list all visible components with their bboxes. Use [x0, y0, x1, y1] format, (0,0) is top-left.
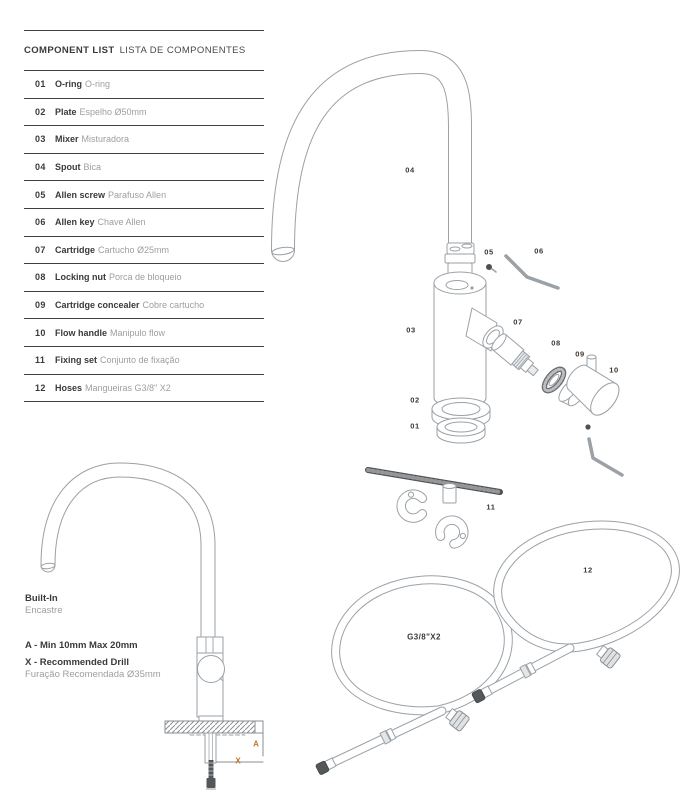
dimension-a-text: A - Min 10mm Max 20mm	[25, 640, 138, 651]
component-number: 01	[35, 79, 46, 90]
component-name-pt: Cartucho Ø25mm	[98, 244, 170, 255]
component-row-01	[24, 71, 264, 99]
component-name-en: O-ring	[55, 79, 82, 90]
fixing-set-drawing	[368, 470, 500, 546]
allen-key-drawing	[506, 256, 558, 288]
component-name-pt: Porca de bloqueio	[109, 272, 182, 283]
component-name-pt: Parafuso Allen	[108, 189, 167, 200]
component-name-en: Allen key	[55, 217, 95, 228]
component-row-02	[24, 99, 264, 127]
hose-thread-marking: G3/8"X2	[407, 632, 441, 642]
component-name-pt: Conjunto de fixação	[100, 355, 180, 366]
component-name-en: Cartridge	[55, 244, 96, 255]
component-name-pt: O-ring	[85, 79, 111, 90]
component-row-05	[24, 181, 264, 209]
component-list	[24, 30, 264, 402]
component-number: 02	[35, 106, 46, 117]
component-row-06	[24, 209, 264, 237]
handle-set-screw-drawing	[585, 424, 590, 429]
component-name-en: Fixing set	[55, 355, 98, 366]
spout-connector-drawing	[445, 243, 475, 276]
component-name-pt: Cobre cartucho	[142, 300, 205, 311]
component-name-en: Mixer	[55, 134, 79, 145]
callout-02: 02	[410, 395, 420, 405]
callout-06: 06	[534, 246, 544, 256]
component-name-pt: Mangueiras G3/8" X2	[85, 382, 171, 393]
callout-12: 12	[583, 565, 593, 575]
component-row-03	[24, 126, 264, 154]
built-in-title-pt: Encastre	[25, 605, 63, 616]
component-name-en: Hoses	[55, 382, 83, 393]
component-number: 08	[35, 272, 46, 283]
component-name-en: Spout	[55, 162, 81, 173]
component-name-en: Plate	[55, 106, 77, 117]
component-name-en: Cartridge concealer	[55, 300, 140, 311]
cartridge-drawing	[490, 332, 543, 381]
component-name-en: Flow handle	[55, 327, 108, 338]
dimension-label-a: A	[253, 739, 259, 749]
callout-11: 11	[486, 502, 496, 512]
hose-left-drawing	[315, 580, 508, 775]
component-name-pt: Misturadora	[81, 134, 130, 145]
callout-09: 09	[575, 349, 585, 359]
component-name-en: Allen screw	[55, 189, 106, 200]
component-list-header	[24, 31, 264, 71]
component-name-pt: Bica	[83, 162, 102, 173]
dimension-x-text-en: X - Recommended Drill	[25, 657, 129, 668]
built-in-text-block	[25, 593, 215, 681]
component-number: 11	[35, 355, 46, 366]
callout-01: 01	[410, 421, 420, 431]
component-row-12	[24, 375, 264, 403]
callout-05: 05	[484, 247, 494, 257]
dimension-label-x: X	[235, 756, 241, 766]
o-ring-drawing	[437, 418, 485, 443]
allen-screw-drawing	[486, 264, 496, 272]
component-number: 04	[35, 162, 46, 173]
allen-key-2-drawing	[589, 439, 622, 475]
component-number: 07	[35, 244, 46, 255]
component-number: 12	[35, 382, 46, 393]
component-name-pt: Manipulo flow	[110, 327, 166, 338]
component-name-pt: Espelho Ø50mm	[79, 106, 147, 117]
dimension-x-text-pt: Furação Recomendada Ø35mm	[25, 669, 161, 680]
component-list-title-pt: LISTA DE COMPONENTES	[119, 45, 246, 56]
component-number: 06	[35, 217, 46, 228]
callout-10: 10	[609, 365, 619, 375]
countertop-drawing	[165, 721, 263, 733]
component-row-04	[24, 154, 264, 182]
callout-04: 04	[405, 165, 415, 175]
component-number: 05	[35, 189, 46, 200]
component-list-title-en: COMPONENT LIST	[24, 45, 115, 56]
component-row-09	[24, 292, 264, 320]
component-number: 09	[35, 300, 46, 311]
component-row-07	[24, 237, 264, 265]
component-number: 10	[35, 327, 46, 338]
component-number: 03	[35, 134, 46, 145]
hose-right-drawing	[472, 525, 676, 703]
component-row-10	[24, 319, 264, 347]
component-row-11	[24, 347, 264, 375]
callout-07: 07	[513, 317, 523, 327]
callout-03: 03	[406, 325, 416, 335]
component-row-08	[24, 264, 264, 292]
exploded-faucet-diagram	[270, 20, 686, 790]
built-in-title-en: Built-In	[25, 593, 58, 604]
component-name-en: Locking nut	[55, 272, 106, 283]
spout-drawing	[272, 62, 460, 256]
component-name-pt: Chave Allen	[97, 217, 146, 228]
callout-08: 08	[551, 338, 561, 348]
